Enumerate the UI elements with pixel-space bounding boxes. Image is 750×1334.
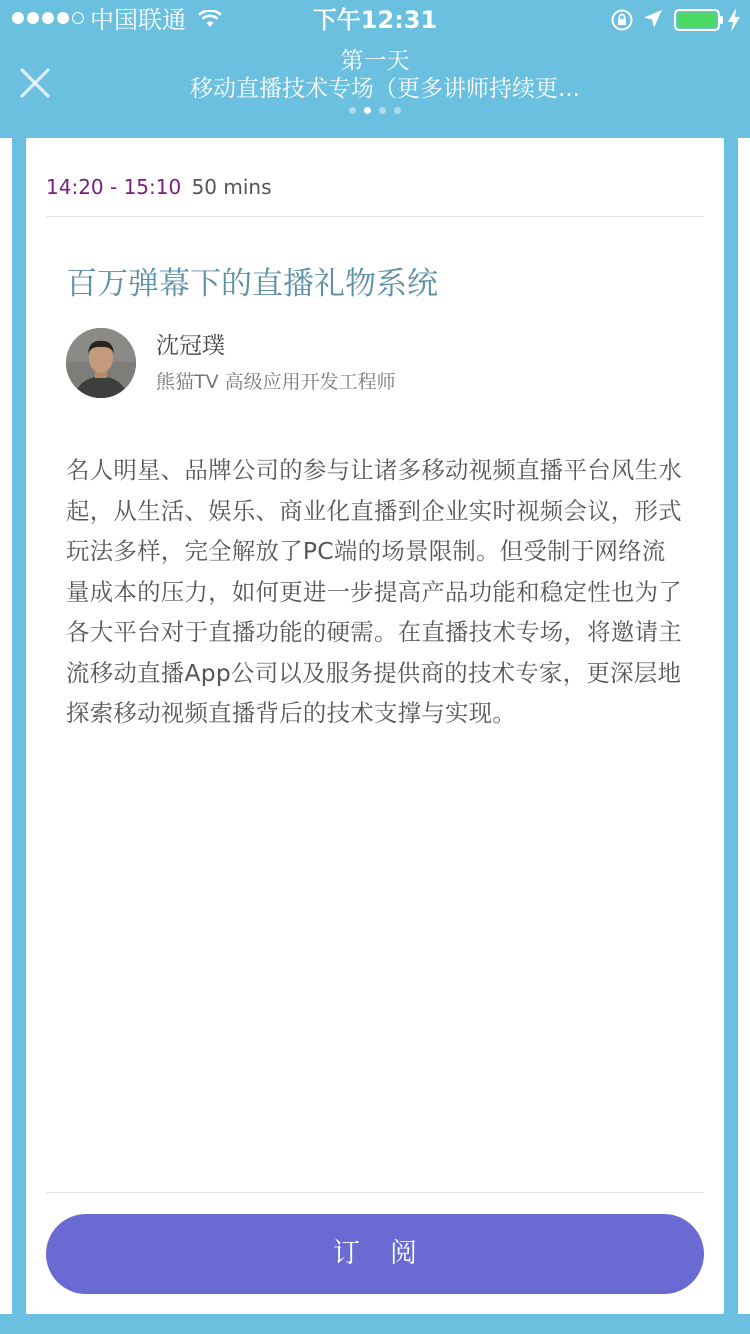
location-arrow-icon <box>643 9 663 29</box>
session-description: 名人明星、品牌公司的参与让诸多移动视频直播平台风生水起，从生活、娱乐、商业化直播到企业实时视频会议，形式玩法多样，完全解放了PC端的场景限制。但受制于网络流量成本的压力，如何更进一步提高产品功能和稳定性也为了各大平台对于直播功能的硬需。在直播技术专场，将邀请主流移动直播App公司以及服务提供商的技术专家，更深层地探索移动视频直播背后的技术支撑与实现。 <box>66 456 682 727</box>
carrier-name: 中国联通 <box>90 6 186 34</box>
divider <box>46 216 704 217</box>
page-title: 第一天 <box>340 48 410 74</box>
speaker-avatar <box>66 328 136 398</box>
session-title: 百万弹幕下的直播礼物系统 <box>66 266 438 302</box>
speaker-name: 沈冠璞 <box>156 333 225 359</box>
subscribe-button[interactable]: 订阅 <box>46 1214 704 1294</box>
previous-card-peek[interactable] <box>0 138 12 1314</box>
next-card-peek[interactable] <box>738 138 750 1314</box>
status-time: 下午12:31 <box>312 6 438 34</box>
page-indicator-dot <box>364 107 371 114</box>
session-card <box>26 138 724 1314</box>
battery-icon <box>674 9 724 31</box>
page-indicator-dot <box>379 107 386 114</box>
divider <box>46 1192 704 1193</box>
page-indicator-dot <box>394 107 401 114</box>
status-bar <box>0 0 750 40</box>
rotation-lock-icon <box>610 8 634 32</box>
page-indicator <box>0 107 750 114</box>
session-duration: 50 mins <box>191 175 272 199</box>
page-indicator-dot <box>349 107 356 114</box>
session-time-range: 14:20 - 15:10 <box>46 175 182 199</box>
session-time-row <box>46 174 272 200</box>
page-subtitle: 移动直播技术专场（更多讲师持续更... <box>190 76 580 102</box>
speaker-title: 熊猫TV 高级应用开发工程师 <box>156 371 396 393</box>
charging-bolt-icon <box>727 8 741 32</box>
avatar-image <box>66 328 136 398</box>
